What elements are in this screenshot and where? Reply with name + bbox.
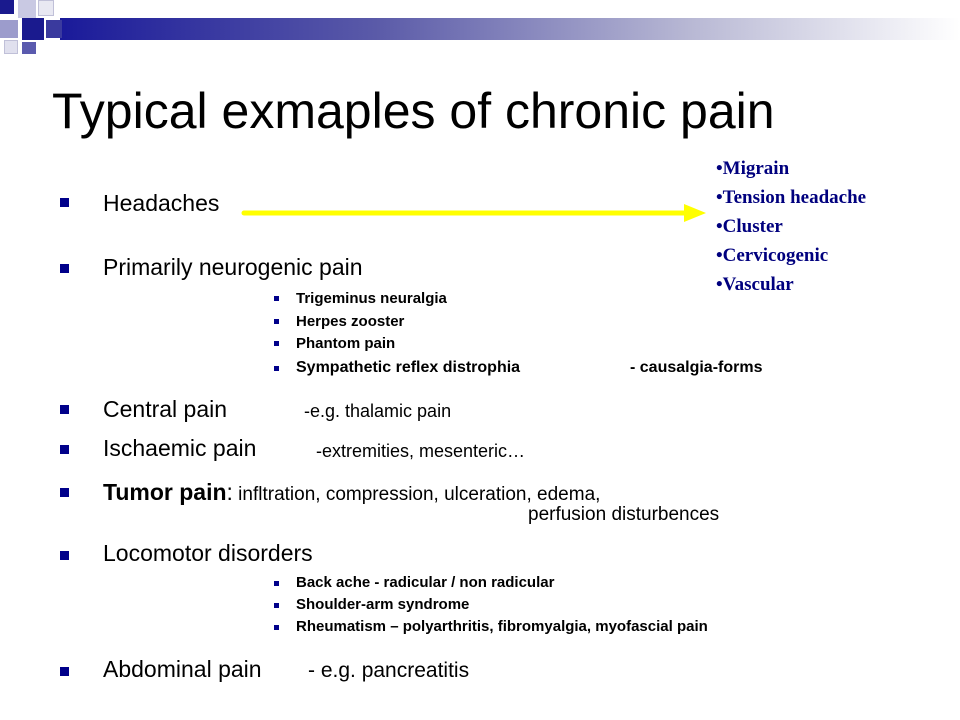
abdominal-note: - e.g. pancreatitis — [308, 659, 470, 682]
neurogenic-item: Herpes zooster — [296, 313, 405, 330]
bullet-marker — [60, 445, 69, 454]
sub-bullet-marker — [274, 296, 279, 301]
sub-bullet-marker — [274, 625, 279, 630]
sub-bullet-marker — [274, 603, 279, 608]
header-gradient-bar — [0, 0, 960, 60]
headache-type-item: •Migrain — [716, 158, 790, 179]
tumor-note: infltration, compression, ulceration, edema, — [232, 484, 601, 505]
neurogenic-item: Trigeminus neuralgia — [296, 290, 447, 307]
header-square-5 — [22, 18, 44, 40]
bullet-marker — [60, 198, 69, 207]
header-square-2 — [18, 0, 36, 18]
locomotor-item: Shoulder-arm syndrome — [296, 596, 470, 613]
abdominal-label: Abdominal pain — [103, 656, 262, 682]
headaches-label: Headaches — [103, 190, 220, 216]
slide-title: Typical exmaples of chronic pain — [52, 83, 775, 139]
ischaemic-note: -extremities, mesenteric… — [316, 441, 526, 461]
locomotor-item: Back ache - radicular / non radicular — [296, 574, 555, 591]
tumor-colon: : — [226, 479, 233, 505]
header-square-4 — [0, 20, 18, 38]
headache-type-list — [716, 159, 866, 304]
neurogenic-item: Phantom pain — [296, 335, 396, 352]
tumor-line — [103, 481, 600, 504]
tumor-note-continued: perfusion disturbences — [528, 504, 720, 525]
tumor-label: Tumor pain — [103, 479, 227, 505]
neurogenic-item-note: - causalgia-forms — [630, 359, 763, 376]
central-label: Central pain — [103, 396, 228, 422]
bullet-marker — [60, 264, 69, 273]
neurogenic-label: Primarily neurogenic pain — [103, 254, 363, 280]
sub-bullet-marker — [274, 581, 279, 586]
bullet-marker — [60, 667, 69, 676]
arrow-icon — [240, 201, 710, 225]
headache-type-item: •Vascular — [716, 274, 794, 295]
locomotor-label: Locomotor disorders — [103, 540, 313, 566]
bullet-marker — [60, 405, 69, 414]
central-note: -e.g. thalamic pain — [304, 401, 452, 421]
locomotor-item: Rheumatism – polyarthritis, fibromyalgia, myofascial pain — [296, 618, 708, 635]
neurogenic-item: Sympathetic reflex distrophia — [296, 359, 521, 376]
header-square-1 — [0, 0, 14, 14]
header-square-6 — [46, 20, 62, 38]
sub-bullet-marker — [274, 366, 279, 371]
headache-type-item: •Tension headache — [716, 187, 867, 208]
header-square-7 — [4, 40, 18, 54]
ischaemic-label: Ischaemic pain — [103, 435, 257, 461]
sub-bullet-marker — [274, 341, 279, 346]
headache-type-item: •Cervicogenic — [716, 245, 829, 266]
header-square-8 — [22, 42, 36, 54]
sub-bullet-marker — [274, 319, 279, 324]
header-square-3 — [38, 0, 54, 16]
headache-type-item: •Cluster — [716, 216, 783, 237]
header-decoration — [0, 0, 960, 60]
bullet-marker — [60, 551, 69, 560]
bullet-marker — [60, 488, 69, 497]
